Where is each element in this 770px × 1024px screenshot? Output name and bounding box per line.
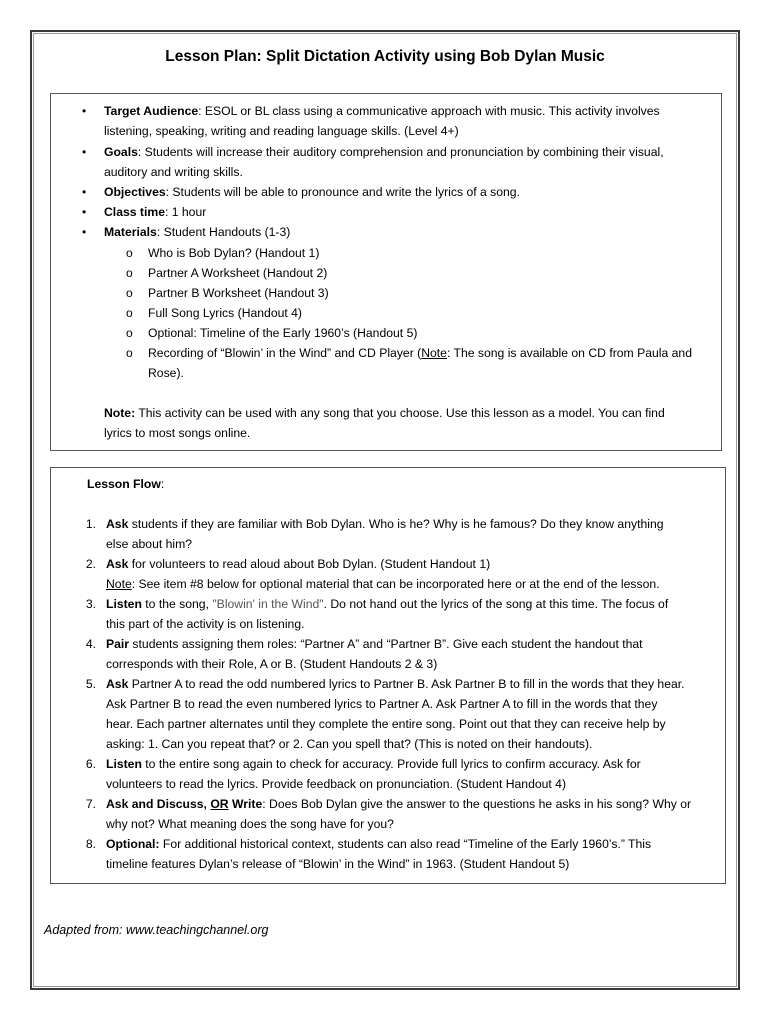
circle-bullet-icon: o	[126, 246, 133, 260]
material-item: Partner B Worksheet (Handout 3)	[148, 286, 329, 300]
step-7: Ask and Discuss, OR Write: Does Bob Dylan give the answer to the questions he asks in his song? Why or	[106, 797, 692, 811]
step-1-line-2: else about him?	[106, 537, 193, 551]
objectives-line: Objectives: Students will be able to pronounce and write the lyrics of a song.	[104, 185, 520, 199]
note-line: Note: This activity can be used with any song that you choose. Use this lesson as a model. You can find	[104, 406, 665, 420]
material-item-recording: Recording of “Blowin’ in the Wind” and CD Player (Note: The song is available on CD from Paula and	[148, 346, 692, 360]
step-4-line-2: corresponds with their Role, A or B. (Student Handouts 2 & 3)	[106, 657, 438, 671]
step-number: 1.	[85, 517, 96, 531]
page-title: Lesson Plan: Split Dictation Activity using Bob Dylan Music	[165, 48, 605, 65]
lesson-flow-heading: Lesson Flow:	[87, 477, 165, 491]
material-item: Partner A Worksheet (Handout 2)	[148, 266, 328, 280]
step-8: Optional: For additional historical context, students can also read “Timeline of the Early 1960’s.” This	[106, 837, 652, 851]
materials-line: Materials: Student Handouts (1-3)	[104, 225, 291, 239]
step-number: 5.	[85, 677, 96, 691]
step-8-line-2: timeline features Dylan’s release of “Blowin’ in the Wind” in 1963. (Student Handout 5)	[106, 857, 570, 871]
step-number: 7.	[85, 797, 96, 811]
step-2: Ask for volunteers to read aloud about Bob Dylan. (Student Handout 1)	[106, 557, 491, 571]
bullet-icon: •	[82, 185, 87, 199]
material-item-recording-2: Rose).	[148, 366, 184, 380]
step-5-line-2: Ask Partner B to read the even numbered lyrics to Partner A. Ask Partner A to fill in the words that they	[106, 697, 658, 711]
circle-bullet-icon: o	[126, 266, 133, 280]
step-5-line-3: hear. Each partner alternates until they complete the entire song. Point out that they can receive help by	[106, 717, 666, 731]
goals-line: Goals: Students will increase their auditory comprehension and pronunciation by combining their visual,	[104, 145, 664, 159]
step-1: Ask students if they are familiar with Bob Dylan. Who is he? Why is he famous? Do they know anything	[106, 517, 664, 531]
target-audience-line: Target Audience: ESOL or BL class using a communicative approach with music. This activity involves	[104, 104, 660, 118]
step-3: Listen to the song, "Blowin' in the Wind". Do not hand out the lyrics of the song at this time. The focus of	[106, 597, 669, 611]
step-6-line-2: volunteers to read the lyrics. Provide feedback on pronunciation. (Student Handout 4)	[106, 777, 567, 791]
circle-bullet-icon: o	[126, 326, 133, 340]
bullet-icon: •	[82, 205, 87, 219]
bullet-icon: •	[82, 225, 87, 239]
step-4: Pair students assigning them roles: “Partner A” and “Partner B”. Give each student the handout that	[106, 637, 643, 651]
step-number: 8.	[85, 837, 96, 851]
step-3-line-2: this part of the activity is on listening.	[106, 617, 305, 631]
step-number: 6.	[85, 757, 96, 771]
circle-bullet-icon: o	[126, 346, 133, 360]
step-number: 4.	[85, 637, 96, 651]
target-audience-line-2: listening, speaking, writing and reading language skills. (Level 4+)	[104, 124, 459, 138]
note-line-2: lyrics to most songs online.	[104, 426, 251, 440]
goals-line-2: auditory and writing skills.	[104, 165, 243, 179]
class-time-line: Class time: 1 hour	[104, 205, 207, 219]
circle-bullet-icon: o	[126, 306, 133, 320]
material-item: Optional: Timeline of the Early 1960’s (Handout 5)	[148, 326, 418, 340]
bullet-icon: •	[82, 104, 87, 118]
material-item: Full Song Lyrics (Handout 4)	[148, 306, 302, 320]
step-number: 2.	[85, 557, 96, 571]
circle-bullet-icon: o	[126, 286, 133, 300]
step-number: 3.	[85, 597, 96, 611]
bullet-icon: •	[82, 145, 87, 159]
step-7-line-2: why not? What meaning does the song have for you?	[106, 817, 394, 831]
step-5: Ask Partner A to read the odd numbered lyrics to Partner B. Ask Partner B to fill in the words that they hear.	[106, 677, 685, 691]
step-6: Listen to the entire song again to check for accuracy. Provide full lyrics to confirm accuracy. Ask for	[106, 757, 641, 771]
step-2-line-2: Note: See item #8 below for optional material that can be incorporated here or at the end of the lesson.	[106, 577, 660, 591]
step-5-line-4: asking: 1. Can you repeat that? or 2. Can you spell that? (This is noted on their handouts).	[106, 737, 593, 751]
material-item: Who is Bob Dylan? (Handout 1)	[148, 246, 320, 260]
footer-credit: Adapted from: www.teachingchannel.org	[44, 923, 269, 937]
